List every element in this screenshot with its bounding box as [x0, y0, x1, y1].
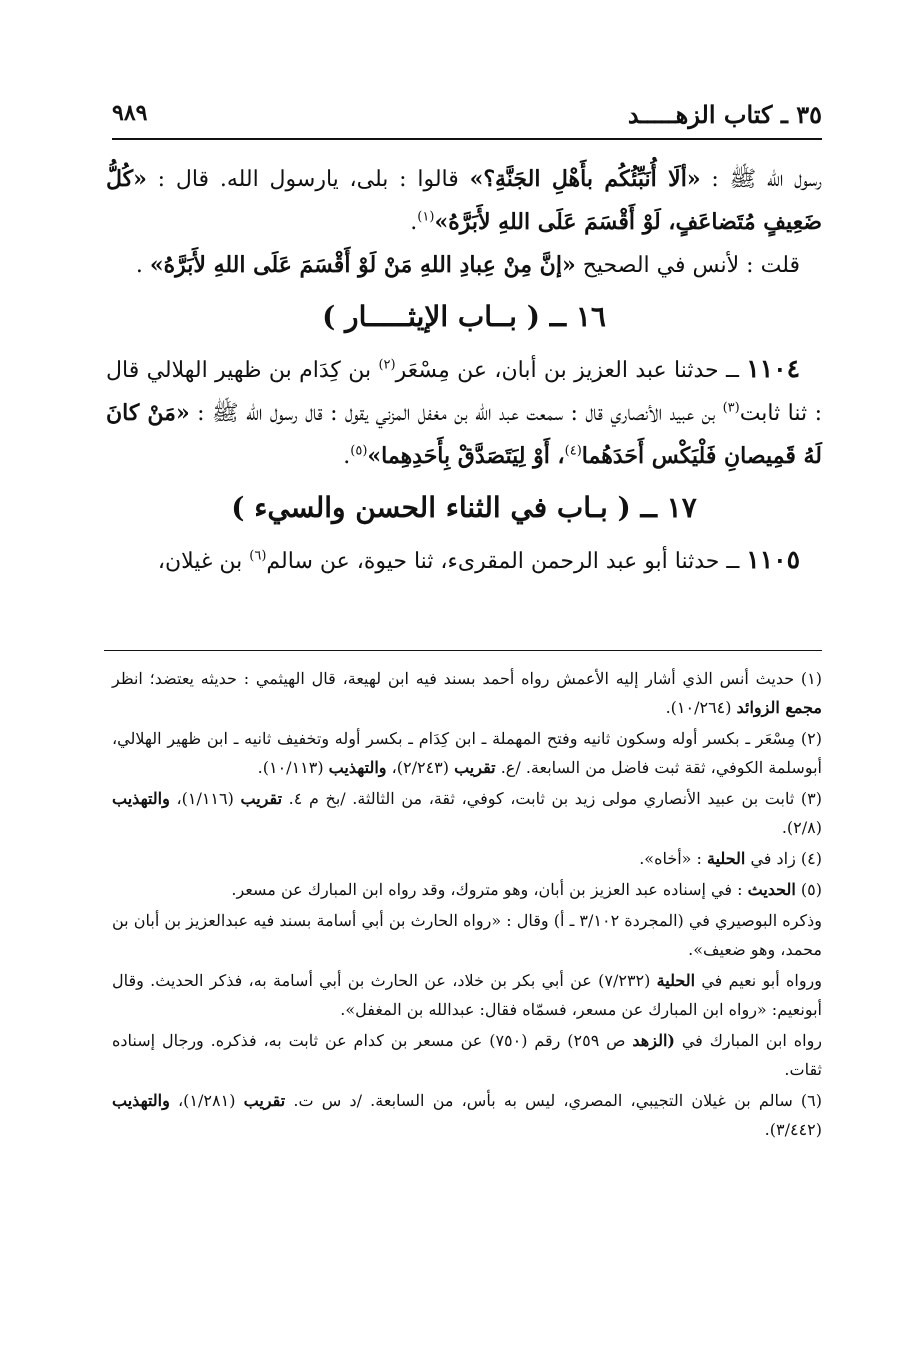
footnote-6: (٦) سالم بن غيلان التجيبي، المصري، ليس به بأس، من السابعة. /د س ت. تقريب (١/٢٨١)، والتهذيب (٣/٤٤٢).	[112, 1091, 823, 1139]
footnote-4: (٤) زاد في الحلية : «أخاه».	[639, 849, 822, 868]
running-title: ٣٥ ـ كتاب الزهـــــد	[627, 100, 822, 129]
footnote-5-continued: وذكره البوصيري في (المجردة ٣/١٠٢ ـ أ) وقال : «رواه الحارث بن أبي أسامة بسند فيه عبدالعزيز بن أبان بن محمد، وهو ضعيف».	[112, 911, 822, 959]
footnote-5-continued: رواه ابن المبارك في (الزهد ص ٢٥٩) رقم (٧٥٠) عن مسعر بن كدام عن ثابت به، فذكره. ورجال إسناده ثقات.	[112, 1031, 823, 1079]
footnote-ref: (٦)	[249, 548, 267, 564]
footnote-5-continued: ورواه أبو نعيم في الحلية (٧/٢٣٢) عن أبي بكر بن خلاد، عن الحارث بن أبي أسامة به، فذكر الحديث. وقال أبونعيم: «رواه ابن المبارك عن مسعر، فسمّاه فقال: عبدالله بن المغفل».	[112, 971, 822, 1019]
page-header	[112, 94, 822, 140]
footnote-ref: (٥)	[350, 443, 368, 459]
footnote-ref: (١)	[417, 209, 435, 225]
hadith-quote: «مَنْ كانَ لَهُ قَمِيصانِ فَلْيَكْس أَحَدَهُما	[106, 400, 822, 469]
hadith-number: ١١٠٥	[746, 545, 800, 574]
footnote-1: (١) حديث أنس الذي أشار إليه الأعمش رواه أحمد بسند فيه ابن لهيعة، قال الهيثمي : حديثه يعتضد؛ انظر مجمع الزوائد (١٠/٢٦٤).	[112, 669, 822, 717]
hadith-1105: ١١٠٥ ــ حدثنا أبو عبد الرحمن المقرىء، ثنا حيوة، عن سالم$^{(٦)}$ بن غيلان،	[157, 545, 800, 574]
footnote-ref: (٢)	[378, 357, 396, 373]
hadith-quote: «كُلُّ ضَعِيفٍ مُتَضاعَفٍ، لَوْ أَقْسَمَ عَلَى اللهِ لأَبَرَّهُ»	[106, 166, 822, 235]
footnotes	[112, 664, 822, 1146]
hadith-quote: «ألَا أُنَبِّئُكُم بأَهْلِ الجَنَّةِ؟»	[469, 166, 701, 192]
footnote-ref: (٣)	[722, 400, 740, 416]
hadith-1104: ١١٠٤ ــ حدثنا عبد العزيز بن أبان، عن مِسْعَر$^{(٢)}$ بن كِدَام بن ظهير الهلالي قال : ثنا ثابت$^{(٣)}$ بن عبيد الأنصاري قال : سمعت عبد الله بن مغفل المزني يقول : قال رسول الله ﷺ : «مَنْ كانَ لَهُ قَمِيصانِ فَلْيَكْس أَحَدَهُما$^{(٤)}$، أَوْ لِيَتَصَدَّقْ بِأَحَدِهِما»$^{(٥)}$.	[106, 354, 822, 469]
footnote-5: (٥) الحديث : في إسناده عبد العزيز بن أبان، وهو متروك، وقد رواه ابن المبارك عن مسعر.	[231, 880, 822, 899]
page-number: ٩٨٩	[112, 100, 148, 126]
hadith-quote: «إنَّ مِنْ عِبادِ اللهِ مَنْ لَوْ أَقْسَمَ عَلَى اللهِ لأَبَرَّهُ»	[149, 252, 576, 278]
hadith-number: ١١٠٤	[746, 354, 800, 383]
footnote-ref: (٤)	[564, 443, 582, 459]
hadith-quote: ، أَوْ لِيَتَصَدَّقْ بِأَحَدِهِما»	[367, 443, 565, 469]
chapter-heading-17: ١٧ ــ ( بـاب في الثناء الحسن والسيء )	[231, 491, 697, 524]
main-text	[106, 158, 822, 583]
footnote-3: (٣) ثابت بن عبيد الأنصاري مولى زيد بن ثابت، كوفي، ثقة، من الثالثة. /بخ م ٤. تقريب (١/١١٦)، والتهذيب (٢/٨).	[112, 789, 823, 837]
paragraph-qultu: قلت : لأنس في الصحيح «إنَّ مِنْ عِبادِ اللهِ مَنْ لَوْ أَقْسَمَ عَلَى اللهِ لأَبَرَّهُ» .	[135, 252, 800, 278]
paragraph-hadith-ahl-al-janna: رسول الله ﷺ : «ألَا أُنَبِّئُكُم بأَهْلِ الجَنَّةِ؟» قالوا : بلى، يارسول الله. قال : «كُلُّ ضَعِيفٍ مُتَضاعَفٍ، لَوْ أَقْسَمَ عَلَى اللهِ لأَبَرَّهُ»$^{(١)}$.	[106, 166, 822, 235]
chapter-heading-16: ١٦ ــ ( بــاب الإيثـــــار )	[322, 300, 606, 333]
footnote-2: (٢) مِسْعَر ـ بكسر أوله وسكون ثانيه وفتح المهملة ـ ابن كِدَام ـ بكسر أوله وتخفيف ثانيه ـ ابن ظهير الهلالي، أبوسلمة الكوفي، ثقة ثبت فاضل من السابعة. /ع. تقريب (٢/٢٤٣)، والتهذيب (١٠/١١٣).	[112, 729, 822, 777]
footnotes-divider	[104, 650, 822, 651]
